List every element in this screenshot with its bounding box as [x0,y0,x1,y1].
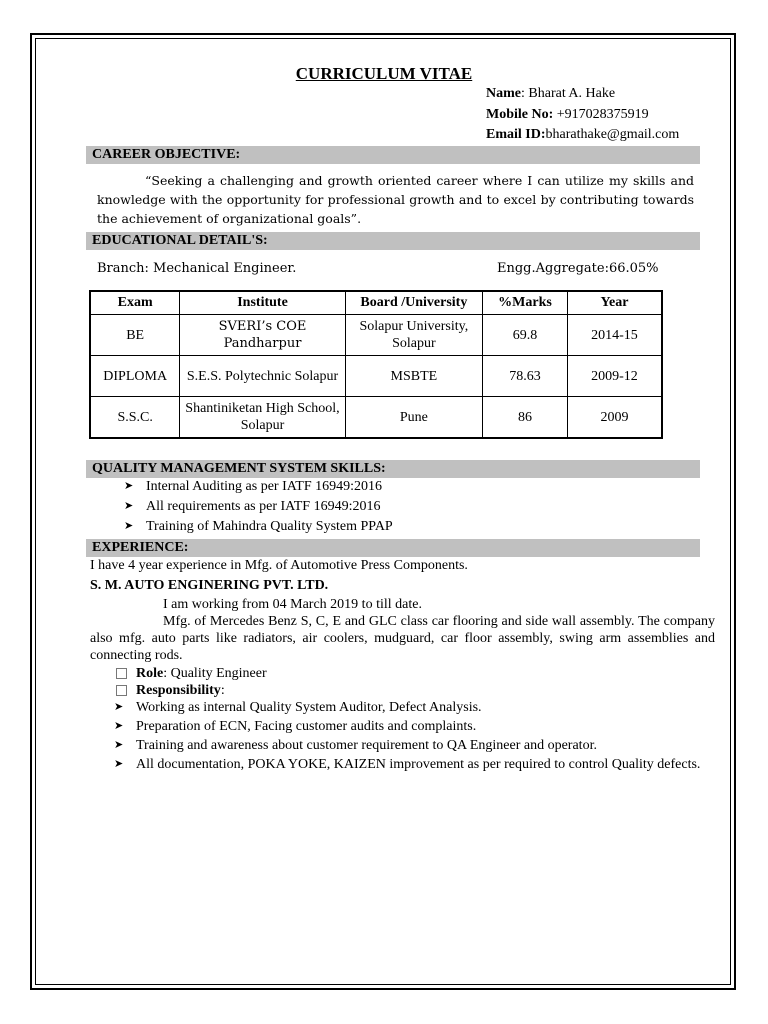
section-career-objective: CAREER OBJECTIVE: [86,146,700,164]
column-header: Board /University [345,291,482,315]
list-item: ➤ All requirements as per IATF 16949:2016 [124,499,381,514]
company-description: Mfg. of Mercedes Benz S, C, E and GLC class car flooring and side wall assembly. The company also mfg. auto parts like radiators, air coolers, mudguard, car floor assembly, swing arm assemblies and connecting rods. [90,614,715,663]
column-header: Year [567,291,662,315]
table-cell: 2009-12 [567,356,662,397]
qms-skill-list [124,478,393,535]
arrow-bullet-icon: ➤ [114,739,124,751]
table-row [90,356,662,397]
table-cell: 78.63 [483,356,568,397]
table-cell: 86 [483,397,568,439]
table-cell: S.S.C. [90,397,180,439]
branch-text: Branch: Mechanical Engineer. [97,261,297,276]
table-cell: DIPLOMA [90,356,180,397]
contact-name: Name: Bharat A. Hake [486,86,616,101]
role-line: Role: Quality Engineer [116,665,267,682]
table-row [90,315,662,356]
arrow-bullet-icon: ➤ [114,720,124,732]
responsibility-line: Responsibility: [116,682,225,699]
document-title: CURRICULUM VITAE [295,64,473,83]
checkbox-bullet-icon [116,685,127,696]
column-header: %Marks [483,291,568,315]
list-item: ➤ Working as internal Quality System Auditor, Defect Analysis. [114,700,482,715]
arrow-bullet-icon: ➤ [124,500,134,512]
table-cell: 2014-15 [567,315,662,356]
arrow-bullet-icon: ➤ [114,701,124,713]
contact-mobile: Mobile No: +917028375919 [486,107,649,122]
table-cell: Solapur University, Solapur [345,315,482,356]
education-table [89,290,663,439]
table-cell: Shantiniketan High School, Solapur [180,397,345,439]
list-item: ➤ Training and awareness about customer requirement to QA Engineer and operator. [114,738,597,753]
column-header: Institute [180,291,345,315]
table-cell: MSBTE [345,356,482,397]
arrow-bullet-icon: ➤ [124,520,134,532]
contact-email: Email ID:bharathake@gmail.com [486,127,680,142]
table-cell: 2009 [567,397,662,439]
table-cell: BE [90,315,180,356]
list-item: ➤ Training of Mahindra Quality System PPAP [124,519,393,534]
working-from: I am working from 04 March 2019 to till date. [163,597,422,612]
company-name: S. M. AUTO ENGINERING PVT. LTD. [90,578,329,593]
section-qms-skills: QUALITY MANAGEMENT SYSTEM SKILLS: [86,460,700,478]
table-cell: SVERI’s COE Pandharpur [180,315,345,356]
section-experience: EXPERIENCE: [86,539,700,557]
arrow-bullet-icon: ➤ [114,758,124,770]
checkbox-bullet-icon [116,668,127,679]
list-item: ➤ Internal Auditing as per IATF 16949:2016 [124,479,383,494]
responsibility-list [114,699,714,773]
aggregate-text: Engg.Aggregate:66.05% [497,261,659,276]
table-cell: S.E.S. Polytechnic Solapur [180,356,345,397]
list-item: ➤ All documentation, POKA YOKE, KAIZEN improvement as per required to control Quality defects. [114,757,701,772]
column-header: Exam [90,291,180,315]
table-row [90,397,662,439]
table-header-row [90,291,662,315]
experience-summary: I have 4 year experience in Mfg. of Automotive Press Components. [90,558,468,573]
table-cell: 69.8 [483,315,568,356]
table-cell: Pune [345,397,482,439]
list-item: ➤ Preparation of ECN, Facing customer audits and complaints. [114,719,477,734]
section-educational-detail: EDUCATIONAL DETAIL'S: [86,232,700,250]
career-objective-text: “Seeking a challenging and growth oriented career where I can utilize my skills and knowledge with the opportunity for professional growth and to excel by contributing towards the achievement of organizational goals”. [97,173,694,226]
arrow-bullet-icon: ➤ [124,480,134,492]
